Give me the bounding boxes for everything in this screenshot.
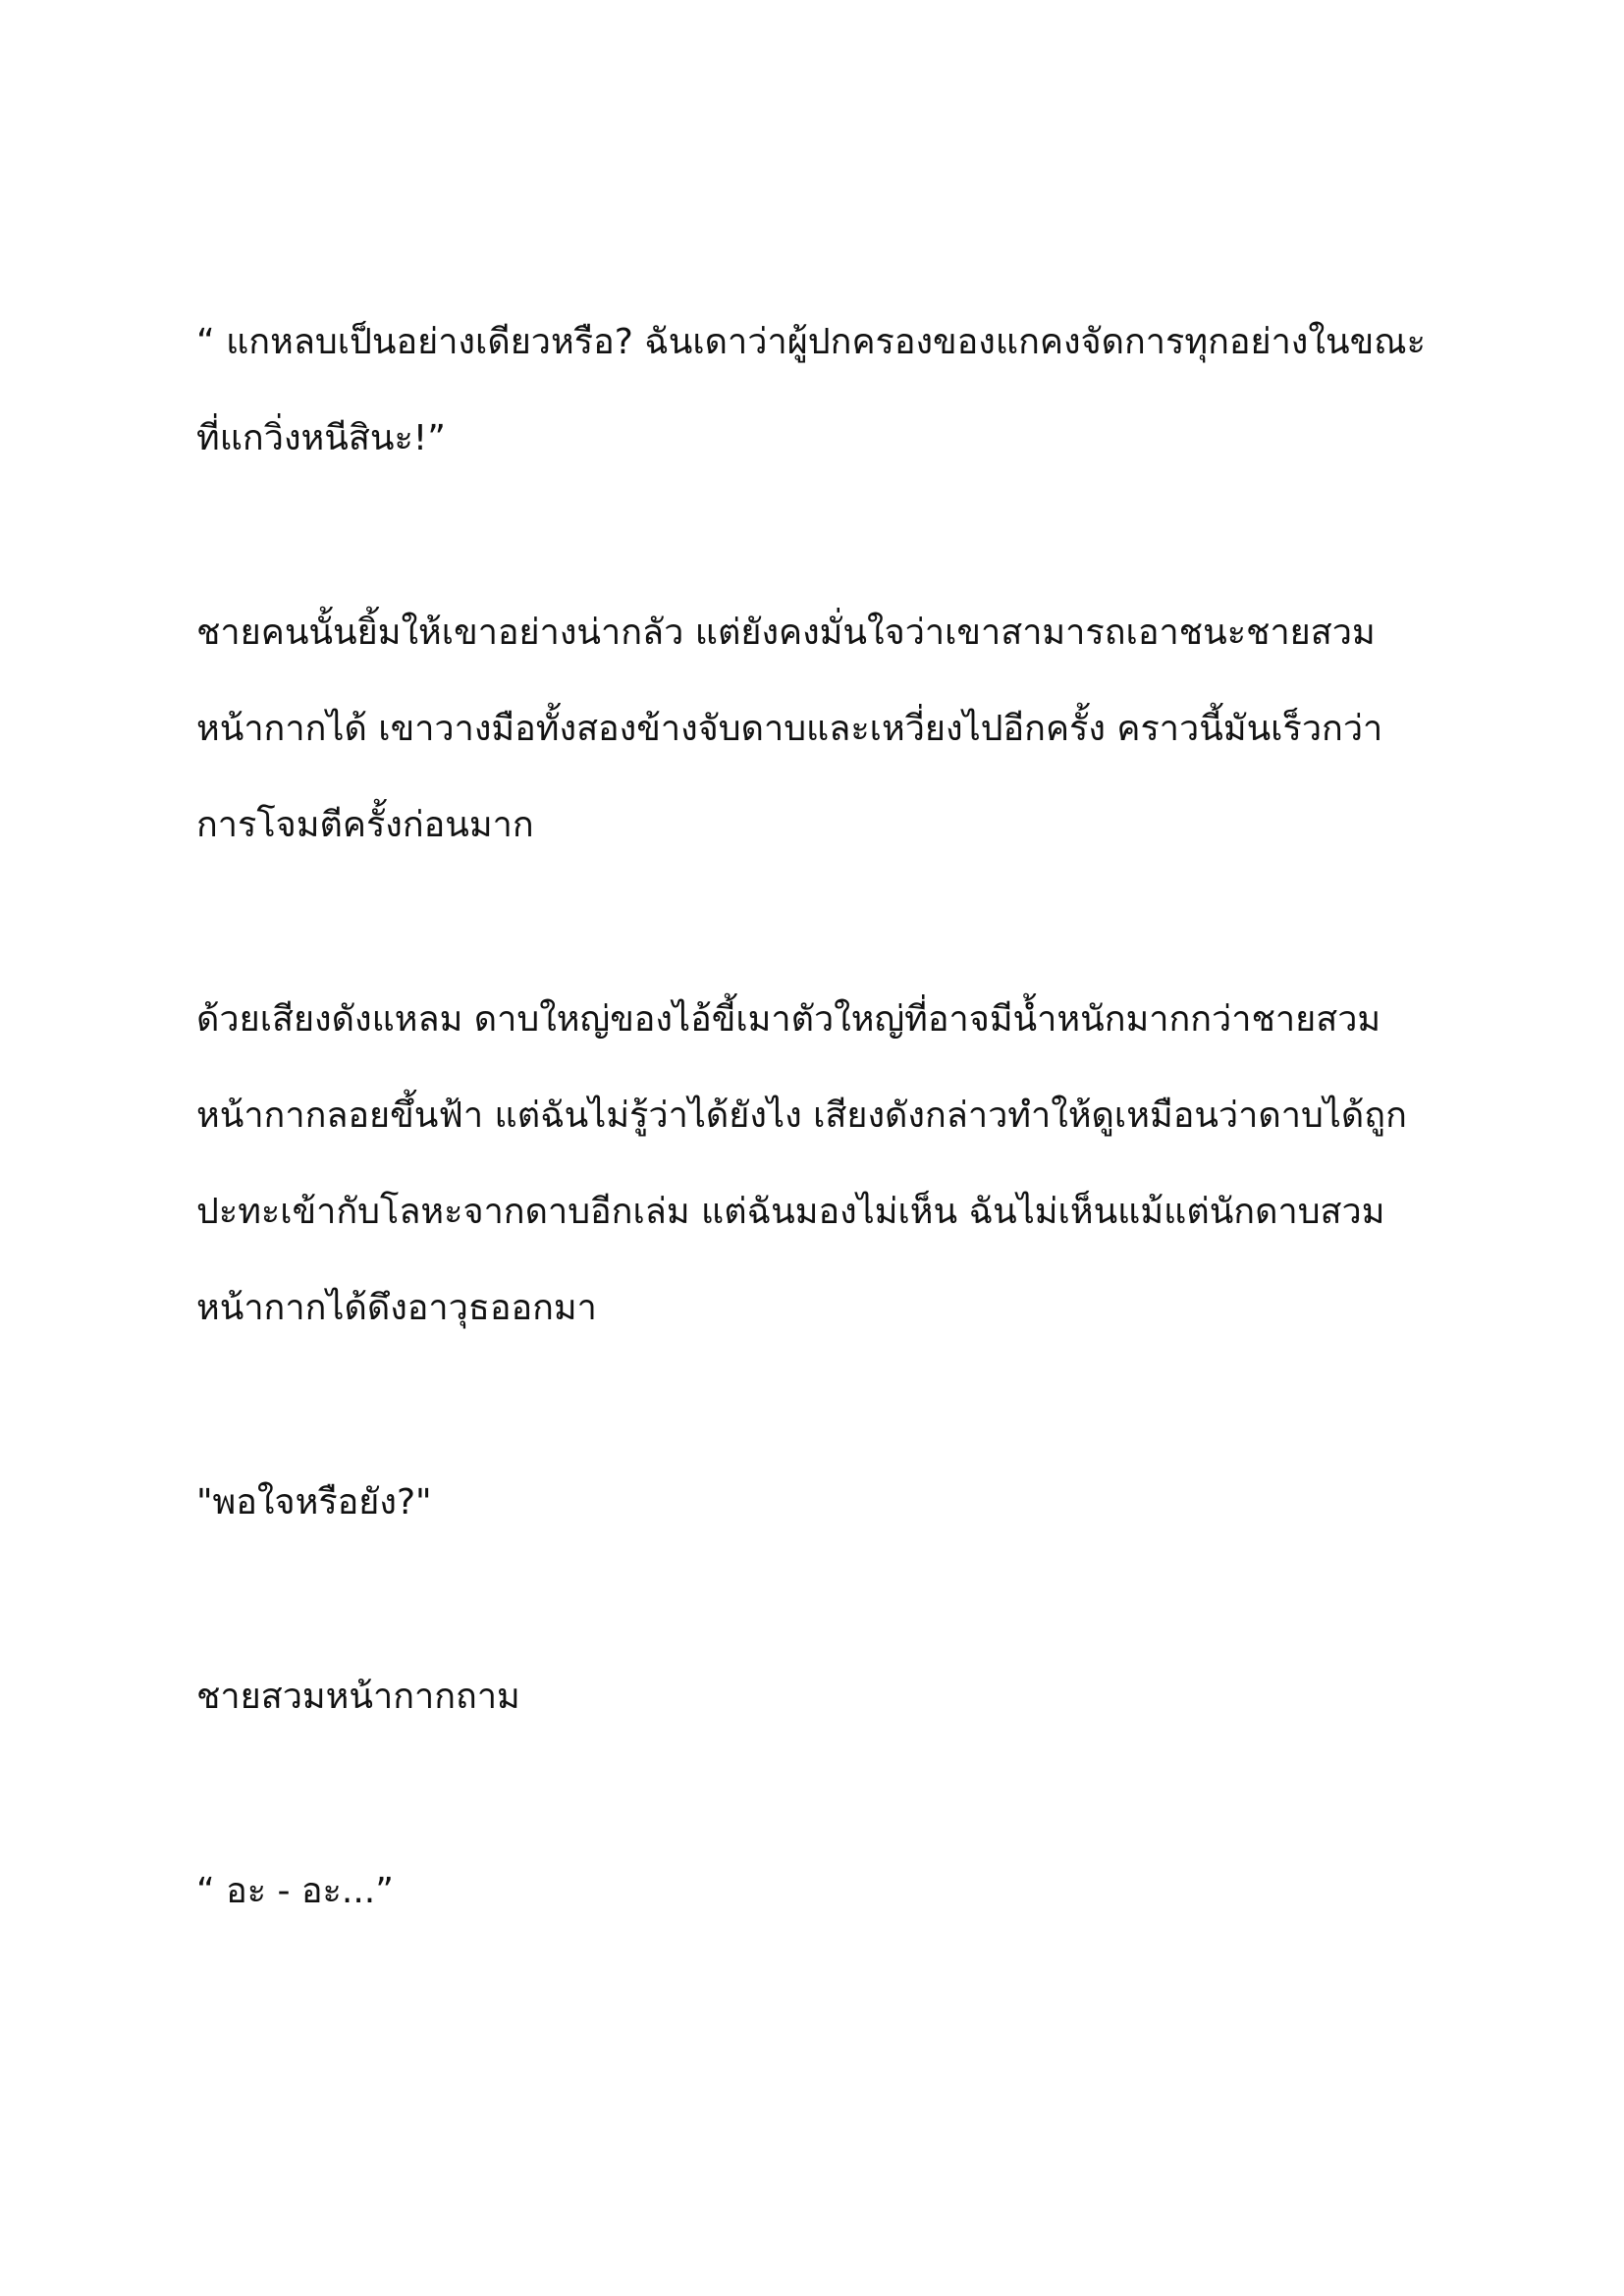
paragraph-spacer	[196, 487, 1434, 585]
paragraph-stammer: “ อะ - อะ...”	[196, 1871, 394, 1911]
paragraph-clash: ด้วยเสียงดังแหลม ดาบใหญ่ของไอ้ขี้เมาตัวใหญ่ที่อาจมีน้ำหนักมากกว่าชายสวมหน้ากากลอยขึ้นฟ้า แต่ฉันไม่รู้ว่าได้ยังไง เสียงดังกล่าวทำให้ดูเหมือนว่าดาบได้ถูกปะทะเข้ากับโลหะจากดาบอีกเล่ม แต่ฉันมองไม่เห็น ฉันไม่เห็นแม้แต่นักดาบสวมหน้ากากได้ดึงอาวุธออกมา	[196, 999, 1407, 1328]
paragraph-spacer	[196, 874, 1434, 972]
paragraph-spacer	[196, 1551, 1434, 1649]
paragraph-spacer	[196, 1745, 1434, 1843]
paragraph-spacer	[196, 1357, 1434, 1455]
paragraph-speaker: ชายสวมหน้ากากถาม	[196, 1677, 520, 1717]
document-body	[196, 294, 1434, 1940]
paragraph-attack: ชายคนนั้นยิ้มให้เขาอย่างน่ากลัว แต่ยังคงมั่นใจว่าเขาสามารถเอาชนะชายสวมหน้ากากได้ เขาวางมือทั้งสองข้างจับดาบและเหวี่ยงไปอีกครั้ง คราวนี้มันเร็วกว่าการโจมตีครั้งก่อนมาก	[196, 613, 1383, 845]
paragraph-question: "พอใจหรือยัง?"	[196, 1482, 432, 1522]
paragraph-taunt: “ แกหลบเป็นอย่างเดียวหรือ? ฉันเดาว่าผู้ปกครองของแกคงจัดการทุกอย่างในขณะที่แกวิ่งหนีสินะ!”	[196, 322, 1426, 458]
